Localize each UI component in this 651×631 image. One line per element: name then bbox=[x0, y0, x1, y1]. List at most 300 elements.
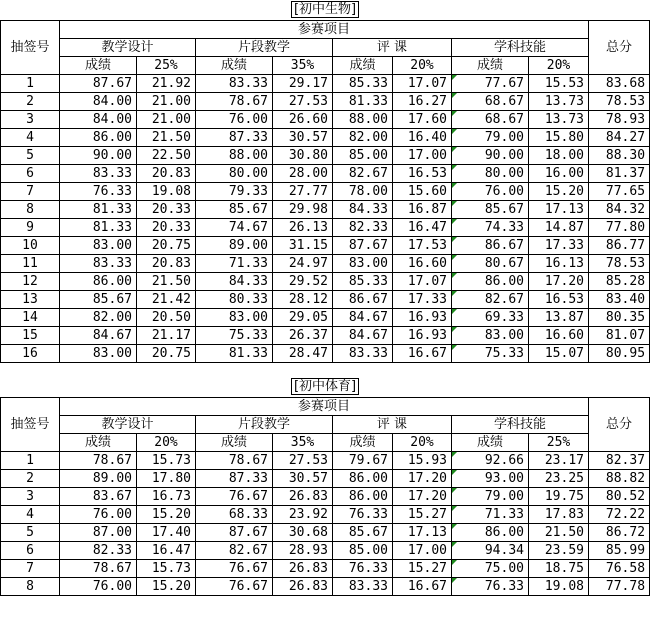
total-score: 85.99 bbox=[589, 542, 650, 560]
skill-weighted: 19.08 bbox=[529, 578, 589, 596]
score-subheader: 成绩 bbox=[60, 57, 137, 75]
table-row bbox=[1, 470, 650, 488]
review-score: 82.33 bbox=[333, 219, 393, 237]
design-score: 83.33 bbox=[60, 255, 137, 273]
category-header: 教学设计 bbox=[60, 39, 196, 57]
design-score: 87.00 bbox=[60, 524, 137, 542]
table-row bbox=[1, 201, 650, 219]
draw-number: 2 bbox=[1, 93, 60, 111]
skill-weighted: 16.13 bbox=[529, 255, 589, 273]
total-score: 83.40 bbox=[589, 291, 650, 309]
review-weighted: 16.67 bbox=[393, 578, 452, 596]
total-score: 80.35 bbox=[589, 309, 650, 327]
segment-weighted: 23.92 bbox=[273, 506, 333, 524]
segment-score: 89.00 bbox=[196, 237, 273, 255]
review-weighted: 17.13 bbox=[393, 524, 452, 542]
segment-weighted: 29.17 bbox=[273, 75, 333, 93]
review-weighted: 16.60 bbox=[393, 255, 452, 273]
skill-weighted: 21.50 bbox=[529, 524, 589, 542]
score-subheader: 成绩 bbox=[196, 434, 273, 452]
review-score: 86.00 bbox=[333, 470, 393, 488]
review-weighted: 17.53 bbox=[393, 237, 452, 255]
design-score: 76.33 bbox=[60, 183, 137, 201]
skill-weighted: 23.17 bbox=[529, 452, 589, 470]
design-weighted: 20.83 bbox=[137, 255, 196, 273]
segment-score: 76.00 bbox=[196, 111, 273, 129]
design-weighted: 21.42 bbox=[137, 291, 196, 309]
segment-score: 78.67 bbox=[196, 452, 273, 470]
segment-score: 71.33 bbox=[196, 255, 273, 273]
total-score: 78.93 bbox=[589, 111, 650, 129]
participation-header: 参赛项目 bbox=[60, 398, 589, 416]
total-score: 77.78 bbox=[589, 578, 650, 596]
total-score: 88.30 bbox=[589, 147, 650, 165]
review-weighted: 15.27 bbox=[393, 506, 452, 524]
segment-score: 80.33 bbox=[196, 291, 273, 309]
draw-number: 9 bbox=[1, 219, 60, 237]
skill-weighted: 18.75 bbox=[529, 560, 589, 578]
total-score: 88.82 bbox=[589, 470, 650, 488]
total-score: 72.22 bbox=[589, 506, 650, 524]
segment-weighted: 26.13 bbox=[273, 219, 333, 237]
section-title-cell bbox=[1, 377, 650, 398]
table-row bbox=[1, 309, 650, 327]
design-score: 86.00 bbox=[60, 129, 137, 147]
design-weighted: 20.83 bbox=[137, 165, 196, 183]
section-title-cell bbox=[1, 0, 650, 21]
review-score: 85.33 bbox=[333, 273, 393, 291]
review-score: 81.33 bbox=[333, 93, 393, 111]
review-weighted: 17.07 bbox=[393, 75, 452, 93]
segment-score: 75.33 bbox=[196, 327, 273, 345]
design-score: 90.00 bbox=[60, 147, 137, 165]
skill-score: 86.00 bbox=[452, 273, 529, 291]
design-weighted: 20.33 bbox=[137, 219, 196, 237]
design-score: 82.00 bbox=[60, 309, 137, 327]
review-weighted: 16.67 bbox=[393, 345, 452, 363]
design-weighted: 17.40 bbox=[137, 524, 196, 542]
skill-weighted: 15.07 bbox=[529, 345, 589, 363]
review-weighted: 16.47 bbox=[393, 219, 452, 237]
review-score: 82.00 bbox=[333, 129, 393, 147]
design-score: 83.00 bbox=[60, 237, 137, 255]
design-weighted: 15.73 bbox=[137, 452, 196, 470]
skill-score: 68.67 bbox=[452, 111, 529, 129]
weight-subheader: 20% bbox=[137, 434, 196, 452]
draw-number: 1 bbox=[1, 75, 60, 93]
table-row bbox=[1, 452, 650, 470]
draw-number-header: 抽签号 bbox=[1, 398, 60, 452]
table-row bbox=[1, 129, 650, 147]
segment-score: 87.33 bbox=[196, 470, 273, 488]
design-weighted: 21.92 bbox=[137, 75, 196, 93]
review-weighted: 15.60 bbox=[393, 183, 452, 201]
review-score: 85.00 bbox=[333, 147, 393, 165]
weight-subheader: 20% bbox=[393, 57, 452, 75]
skill-weighted: 13.73 bbox=[529, 93, 589, 111]
segment-score: 83.00 bbox=[196, 309, 273, 327]
design-score: 84.00 bbox=[60, 93, 137, 111]
review-weighted: 16.93 bbox=[393, 327, 452, 345]
segment-weighted: 26.83 bbox=[273, 488, 333, 506]
section-spacer bbox=[1, 363, 650, 378]
design-score: 89.00 bbox=[60, 470, 137, 488]
review-score: 85.33 bbox=[333, 75, 393, 93]
design-score: 86.00 bbox=[60, 273, 137, 291]
segment-score: 76.67 bbox=[196, 560, 273, 578]
skill-score: 80.00 bbox=[452, 165, 529, 183]
skill-score: 75.00 bbox=[452, 560, 529, 578]
review-score: 78.00 bbox=[333, 183, 393, 201]
review-weighted: 16.53 bbox=[393, 165, 452, 183]
segment-weighted: 26.83 bbox=[273, 560, 333, 578]
draw-number: 4 bbox=[1, 506, 60, 524]
design-score: 78.67 bbox=[60, 560, 137, 578]
total-score: 83.68 bbox=[589, 75, 650, 93]
segment-weighted: 26.83 bbox=[273, 578, 333, 596]
weight-subheader: 20% bbox=[529, 57, 589, 75]
table-row bbox=[1, 111, 650, 129]
design-weighted: 22.50 bbox=[137, 147, 196, 165]
review-weighted: 17.07 bbox=[393, 273, 452, 291]
table-row bbox=[1, 578, 650, 596]
section-title: [初中生物] bbox=[291, 1, 359, 18]
review-score: 79.67 bbox=[333, 452, 393, 470]
draw-number: 1 bbox=[1, 452, 60, 470]
skill-score: 77.67 bbox=[452, 75, 529, 93]
skill-weighted: 17.20 bbox=[529, 273, 589, 291]
segment-score: 76.67 bbox=[196, 578, 273, 596]
draw-number: 12 bbox=[1, 273, 60, 291]
design-weighted: 16.73 bbox=[137, 488, 196, 506]
table-row bbox=[1, 237, 650, 255]
design-score: 83.33 bbox=[60, 165, 137, 183]
segment-weighted: 24.97 bbox=[273, 255, 333, 273]
total-header: 总分 bbox=[589, 398, 650, 452]
segment-score: 83.33 bbox=[196, 75, 273, 93]
table-row bbox=[1, 345, 650, 363]
score-subheader: 成绩 bbox=[452, 434, 529, 452]
skill-score: 74.33 bbox=[452, 219, 529, 237]
design-weighted: 15.20 bbox=[137, 578, 196, 596]
draw-number: 3 bbox=[1, 111, 60, 129]
table-row bbox=[1, 219, 650, 237]
draw-number: 8 bbox=[1, 201, 60, 219]
review-score: 88.00 bbox=[333, 111, 393, 129]
review-weighted: 16.87 bbox=[393, 201, 452, 219]
total-score: 80.52 bbox=[589, 488, 650, 506]
design-score: 83.67 bbox=[60, 488, 137, 506]
draw-number: 13 bbox=[1, 291, 60, 309]
skill-weighted: 23.25 bbox=[529, 470, 589, 488]
review-weighted: 17.00 bbox=[393, 147, 452, 165]
review-score: 86.00 bbox=[333, 488, 393, 506]
design-score: 81.33 bbox=[60, 219, 137, 237]
segment-score: 81.33 bbox=[196, 345, 273, 363]
skill-score: 76.00 bbox=[452, 183, 529, 201]
design-score: 78.67 bbox=[60, 452, 137, 470]
table-row bbox=[1, 165, 650, 183]
weight-subheader: 35% bbox=[273, 57, 333, 75]
total-score: 84.27 bbox=[589, 129, 650, 147]
segment-score: 80.00 bbox=[196, 165, 273, 183]
design-weighted: 19.08 bbox=[137, 183, 196, 201]
table-row bbox=[1, 524, 650, 542]
draw-number: 4 bbox=[1, 129, 60, 147]
design-weighted: 21.50 bbox=[137, 273, 196, 291]
category-header: 评 课 bbox=[333, 39, 452, 57]
table-row bbox=[1, 183, 650, 201]
draw-number: 3 bbox=[1, 488, 60, 506]
draw-number: 7 bbox=[1, 560, 60, 578]
design-weighted: 17.80 bbox=[137, 470, 196, 488]
table-row bbox=[1, 506, 650, 524]
table-row bbox=[1, 542, 650, 560]
segment-score: 88.00 bbox=[196, 147, 273, 165]
segment-score: 85.67 bbox=[196, 201, 273, 219]
segment-weighted: 30.57 bbox=[273, 470, 333, 488]
review-weighted: 17.20 bbox=[393, 470, 452, 488]
design-weighted: 20.75 bbox=[137, 237, 196, 255]
skill-weighted: 13.73 bbox=[529, 111, 589, 129]
segment-weighted: 30.57 bbox=[273, 129, 333, 147]
category-header: 评 课 bbox=[333, 416, 452, 434]
segment-score: 87.33 bbox=[196, 129, 273, 147]
design-score: 76.00 bbox=[60, 578, 137, 596]
total-score: 84.32 bbox=[589, 201, 650, 219]
skill-weighted: 14.87 bbox=[529, 219, 589, 237]
review-score: 84.33 bbox=[333, 201, 393, 219]
segment-weighted: 30.68 bbox=[273, 524, 333, 542]
total-score: 82.37 bbox=[589, 452, 650, 470]
segment-score: 87.67 bbox=[196, 524, 273, 542]
design-weighted: 20.50 bbox=[137, 309, 196, 327]
skill-score: 79.00 bbox=[452, 129, 529, 147]
segment-weighted: 28.93 bbox=[273, 542, 333, 560]
skill-weighted: 15.80 bbox=[529, 129, 589, 147]
design-score: 84.67 bbox=[60, 327, 137, 345]
skill-weighted: 17.33 bbox=[529, 237, 589, 255]
skill-score: 76.33 bbox=[452, 578, 529, 596]
score-subheader: 成绩 bbox=[196, 57, 273, 75]
review-score: 84.67 bbox=[333, 327, 393, 345]
score-subheader: 成绩 bbox=[452, 57, 529, 75]
skill-weighted: 17.83 bbox=[529, 506, 589, 524]
weight-subheader: 25% bbox=[137, 57, 196, 75]
total-score: 80.95 bbox=[589, 345, 650, 363]
skill-weighted: 19.75 bbox=[529, 488, 589, 506]
total-score: 78.53 bbox=[589, 93, 650, 111]
segment-score: 82.67 bbox=[196, 542, 273, 560]
review-score: 85.67 bbox=[333, 524, 393, 542]
review-weighted: 17.20 bbox=[393, 488, 452, 506]
skill-score: 69.33 bbox=[452, 309, 529, 327]
skill-score: 83.00 bbox=[452, 327, 529, 345]
skill-score: 86.00 bbox=[452, 524, 529, 542]
draw-number: 6 bbox=[1, 542, 60, 560]
review-score: 82.67 bbox=[333, 165, 393, 183]
review-score: 76.33 bbox=[333, 506, 393, 524]
draw-number: 11 bbox=[1, 255, 60, 273]
section-title: [初中体育] bbox=[291, 378, 359, 395]
design-score: 84.00 bbox=[60, 111, 137, 129]
weight-subheader: 25% bbox=[529, 434, 589, 452]
table-row bbox=[1, 560, 650, 578]
design-score: 76.00 bbox=[60, 506, 137, 524]
table-row bbox=[1, 488, 650, 506]
segment-weighted: 27.77 bbox=[273, 183, 333, 201]
review-weighted: 16.40 bbox=[393, 129, 452, 147]
score-subheader: 成绩 bbox=[60, 434, 137, 452]
design-score: 85.67 bbox=[60, 291, 137, 309]
weight-subheader: 20% bbox=[393, 434, 452, 452]
skill-score: 80.67 bbox=[452, 255, 529, 273]
design-weighted: 15.73 bbox=[137, 560, 196, 578]
design-weighted: 21.00 bbox=[137, 111, 196, 129]
design-score: 87.67 bbox=[60, 75, 137, 93]
segment-weighted: 29.05 bbox=[273, 309, 333, 327]
total-header: 总分 bbox=[589, 21, 650, 75]
segment-weighted: 26.60 bbox=[273, 111, 333, 129]
review-weighted: 17.60 bbox=[393, 111, 452, 129]
table-row bbox=[1, 255, 650, 273]
skill-score: 85.67 bbox=[452, 201, 529, 219]
skill-score: 75.33 bbox=[452, 345, 529, 363]
total-score: 76.58 bbox=[589, 560, 650, 578]
participation-header: 参赛项目 bbox=[60, 21, 589, 39]
skill-weighted: 16.53 bbox=[529, 291, 589, 309]
review-weighted: 16.93 bbox=[393, 309, 452, 327]
segment-score: 78.67 bbox=[196, 93, 273, 111]
category-header: 学科技能 bbox=[452, 416, 589, 434]
skill-weighted: 18.00 bbox=[529, 147, 589, 165]
skill-weighted: 13.87 bbox=[529, 309, 589, 327]
segment-score: 76.67 bbox=[196, 488, 273, 506]
table-row bbox=[1, 93, 650, 111]
score-table-body bbox=[1, 0, 650, 596]
table-row bbox=[1, 75, 650, 93]
segment-weighted: 30.80 bbox=[273, 147, 333, 165]
total-score: 81.07 bbox=[589, 327, 650, 345]
skill-weighted: 15.20 bbox=[529, 183, 589, 201]
skill-weighted: 15.53 bbox=[529, 75, 589, 93]
category-header: 教学设计 bbox=[60, 416, 196, 434]
total-score: 77.65 bbox=[589, 183, 650, 201]
segment-weighted: 26.37 bbox=[273, 327, 333, 345]
score-subheader: 成绩 bbox=[333, 434, 393, 452]
review-score: 86.67 bbox=[333, 291, 393, 309]
skill-weighted: 16.60 bbox=[529, 327, 589, 345]
segment-weighted: 31.15 bbox=[273, 237, 333, 255]
category-header: 片段教学 bbox=[196, 416, 333, 434]
category-header: 片段教学 bbox=[196, 39, 333, 57]
total-score: 78.53 bbox=[589, 255, 650, 273]
draw-number: 8 bbox=[1, 578, 60, 596]
skill-score: 71.33 bbox=[452, 506, 529, 524]
table-row bbox=[1, 273, 650, 291]
draw-number: 16 bbox=[1, 345, 60, 363]
draw-number: 7 bbox=[1, 183, 60, 201]
table-row bbox=[1, 147, 650, 165]
review-weighted: 15.93 bbox=[393, 452, 452, 470]
draw-number: 10 bbox=[1, 237, 60, 255]
segment-weighted: 29.52 bbox=[273, 273, 333, 291]
skill-score: 94.34 bbox=[452, 542, 529, 560]
total-score: 85.28 bbox=[589, 273, 650, 291]
skill-score: 90.00 bbox=[452, 147, 529, 165]
draw-number: 5 bbox=[1, 524, 60, 542]
table-row bbox=[1, 291, 650, 309]
segment-weighted: 28.00 bbox=[273, 165, 333, 183]
review-weighted: 16.27 bbox=[393, 93, 452, 111]
score-subheader: 成绩 bbox=[333, 57, 393, 75]
segment-weighted: 28.47 bbox=[273, 345, 333, 363]
skill-score: 93.00 bbox=[452, 470, 529, 488]
review-score: 85.00 bbox=[333, 542, 393, 560]
review-score: 76.33 bbox=[333, 560, 393, 578]
review-score: 83.00 bbox=[333, 255, 393, 273]
segment-weighted: 27.53 bbox=[273, 452, 333, 470]
segment-weighted: 29.98 bbox=[273, 201, 333, 219]
skill-score: 79.00 bbox=[452, 488, 529, 506]
review-score: 84.67 bbox=[333, 309, 393, 327]
skill-score: 68.67 bbox=[452, 93, 529, 111]
design-score: 82.33 bbox=[60, 542, 137, 560]
draw-number-header: 抽签号 bbox=[1, 21, 60, 75]
review-score: 87.67 bbox=[333, 237, 393, 255]
skill-score: 86.67 bbox=[452, 237, 529, 255]
design-score: 83.00 bbox=[60, 345, 137, 363]
design-weighted: 21.00 bbox=[137, 93, 196, 111]
weight-subheader: 35% bbox=[273, 434, 333, 452]
segment-score: 84.33 bbox=[196, 273, 273, 291]
skill-score: 92.66 bbox=[452, 452, 529, 470]
review-weighted: 17.33 bbox=[393, 291, 452, 309]
draw-number: 14 bbox=[1, 309, 60, 327]
skill-weighted: 17.13 bbox=[529, 201, 589, 219]
segment-weighted: 27.53 bbox=[273, 93, 333, 111]
design-weighted: 16.47 bbox=[137, 542, 196, 560]
skill-weighted: 23.59 bbox=[529, 542, 589, 560]
segment-score: 68.33 bbox=[196, 506, 273, 524]
category-header: 学科技能 bbox=[452, 39, 589, 57]
draw-number: 2 bbox=[1, 470, 60, 488]
design-score: 81.33 bbox=[60, 201, 137, 219]
total-score: 77.80 bbox=[589, 219, 650, 237]
total-score: 86.77 bbox=[589, 237, 650, 255]
draw-number: 6 bbox=[1, 165, 60, 183]
design-weighted: 20.75 bbox=[137, 345, 196, 363]
design-weighted: 15.20 bbox=[137, 506, 196, 524]
design-weighted: 20.33 bbox=[137, 201, 196, 219]
design-weighted: 21.50 bbox=[137, 129, 196, 147]
draw-number: 5 bbox=[1, 147, 60, 165]
total-score: 81.37 bbox=[589, 165, 650, 183]
segment-score: 74.67 bbox=[196, 219, 273, 237]
review-weighted: 15.27 bbox=[393, 560, 452, 578]
segment-score: 79.33 bbox=[196, 183, 273, 201]
skill-weighted: 16.00 bbox=[529, 165, 589, 183]
total-score: 86.72 bbox=[589, 524, 650, 542]
review-score: 83.33 bbox=[333, 578, 393, 596]
table-row bbox=[1, 327, 650, 345]
review-score: 83.33 bbox=[333, 345, 393, 363]
review-weighted: 17.00 bbox=[393, 542, 452, 560]
design-weighted: 21.17 bbox=[137, 327, 196, 345]
skill-score: 82.67 bbox=[452, 291, 529, 309]
segment-weighted: 28.12 bbox=[273, 291, 333, 309]
draw-number: 15 bbox=[1, 327, 60, 345]
